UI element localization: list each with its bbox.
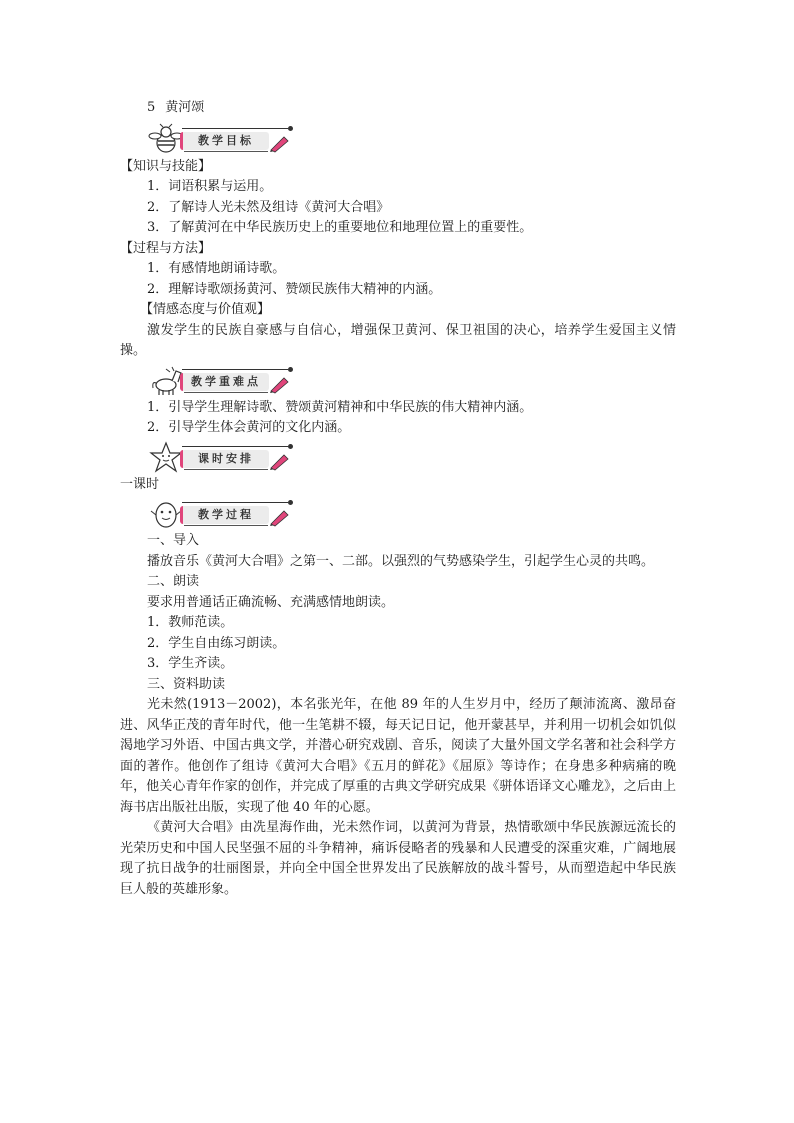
- banner-label: 教学重难点: [191, 374, 261, 388]
- pencil-icon: [268, 133, 292, 153]
- section-text: 播放音乐《黄河大合唱》之第一、二部。以强烈的气势感染学生，引起学生心灵的共鸣。: [147, 553, 655, 569]
- author-bio-paragraph: 光未然(1913－2002)，本名张光年，在他 89 年的人生岁月中，经历了颠沛流离、激昂奋进、风华正茂的青年时代，他一生笔耕不辍，每天记日记，他开蒙甚早，并利用一切机会如饥似渴地学习外语、中国古典文学，并潜心研究戏剧、音乐，阅读了大量外国文学名著和社会科学方面的著作。他创作了组诗《黄河大合唱》《五月的鲜花》《屈原》等诗作；在身患多种病痛的晚年，他关心青年作家的创作，并完成了厚重的古典文学研究成果《骈体语译文心雕龙》，之后由上海书店出版社出版，实现了他 40 年的心愿。: [120, 697, 676, 815]
- section-text: 要求用普通话正确流畅、充满感情地朗读。: [147, 594, 395, 610]
- banner-dot: [288, 126, 293, 131]
- banner-underline: [184, 151, 268, 152]
- pencil-icon: [268, 507, 292, 527]
- list-item: 1．词语积累与运用。: [147, 179, 273, 194]
- banner-underline: [184, 392, 268, 393]
- list-item: 3．学生齐读。: [147, 656, 234, 671]
- banner-dot: [288, 444, 293, 449]
- section-banner-process: [144, 497, 676, 529]
- knowledge-heading: 【知识与技能】: [120, 158, 212, 174]
- lesson-title-text: 黄河颂: [165, 100, 205, 115]
- cantata-paragraph: 《黄河大合唱》由冼星海作曲，光未然作词，以黄河为背景，热情歌颂中华民族源远流长的光荣历史和中国人民坚强不屈的斗争精神，痛诉侵略者的残暴和人民遭受的深重灾难，广阔地展现了抗日战争的壮丽图景，并向全中国全世界发出了民族解放的战斗誓号，从而塑造起中华民族巨人般的英雄形象。: [120, 820, 676, 897]
- banner-dot: [288, 500, 293, 505]
- banner-tag: [180, 132, 269, 150]
- section-banner-schedule: [144, 441, 676, 473]
- egg-mascot-icon: [148, 497, 184, 529]
- banner-label: 教学过程: [198, 508, 254, 521]
- list-item: 2．了解诗人光未然及组诗《黄河大合唱》: [147, 199, 390, 215]
- process-method-heading: 【过程与方法】: [120, 240, 212, 256]
- list-item: 1．教师范读。: [147, 615, 234, 630]
- section-heading: 一、导入: [147, 533, 200, 548]
- section-banner-goals: [144, 123, 676, 155]
- banner-underline: [184, 469, 268, 470]
- lesson-number: 5: [147, 100, 156, 115]
- list-item: 2．学生自由练习朗读。: [147, 635, 286, 651]
- banner-label: 教学目标: [198, 133, 254, 147]
- list-item: 2．理解诗歌颂扬黄河、赞颂民族伟大精神的内涵。: [147, 281, 442, 297]
- pencil-icon: [268, 451, 292, 471]
- emotion-heading: 【情感态度与价值观】: [140, 302, 271, 317]
- banner-tag: [180, 450, 269, 468]
- list-item: 2．引导学生体会黄河的文化内涵。: [147, 420, 351, 435]
- horse-mascot-icon: [148, 364, 184, 396]
- banner-dot: [288, 367, 293, 372]
- banner-label: 课时安排: [198, 451, 254, 465]
- list-item: 1．引导学生理解诗歌、赞颂黄河精神和中华民族的伟大精神内涵。: [147, 399, 533, 415]
- banner-tag: [180, 373, 269, 391]
- emotion-text: 激发学生的民族自豪感与自信心，增强保卫黄河、保卫祖国的决心，培养学生爱国主义情操。: [120, 322, 676, 358]
- banner-rule: [182, 502, 288, 503]
- list-item: 1．有感情地朗诵诗歌。: [147, 261, 286, 276]
- banner-rule: [182, 446, 288, 447]
- schedule-text: 一课时: [120, 476, 160, 492]
- lesson-title: [120, 98, 676, 119]
- banner-rule: [182, 369, 288, 370]
- pencil-icon: [268, 374, 292, 394]
- banner-rule: [182, 128, 288, 129]
- lesson-plan: [120, 98, 676, 900]
- banner-tag: [180, 506, 269, 524]
- list-item: 3．了解黄河在中华民族历史上的重要地位和地理位置上的重要性。: [147, 220, 533, 235]
- section-heading: 三、资料助读: [147, 676, 226, 692]
- star-mascot-icon: [148, 441, 184, 473]
- section-heading: 二、朗读: [147, 574, 200, 589]
- section-banner-key-points: [144, 364, 676, 396]
- bee-mascot-icon: [148, 123, 184, 155]
- banner-underline: [184, 525, 268, 526]
